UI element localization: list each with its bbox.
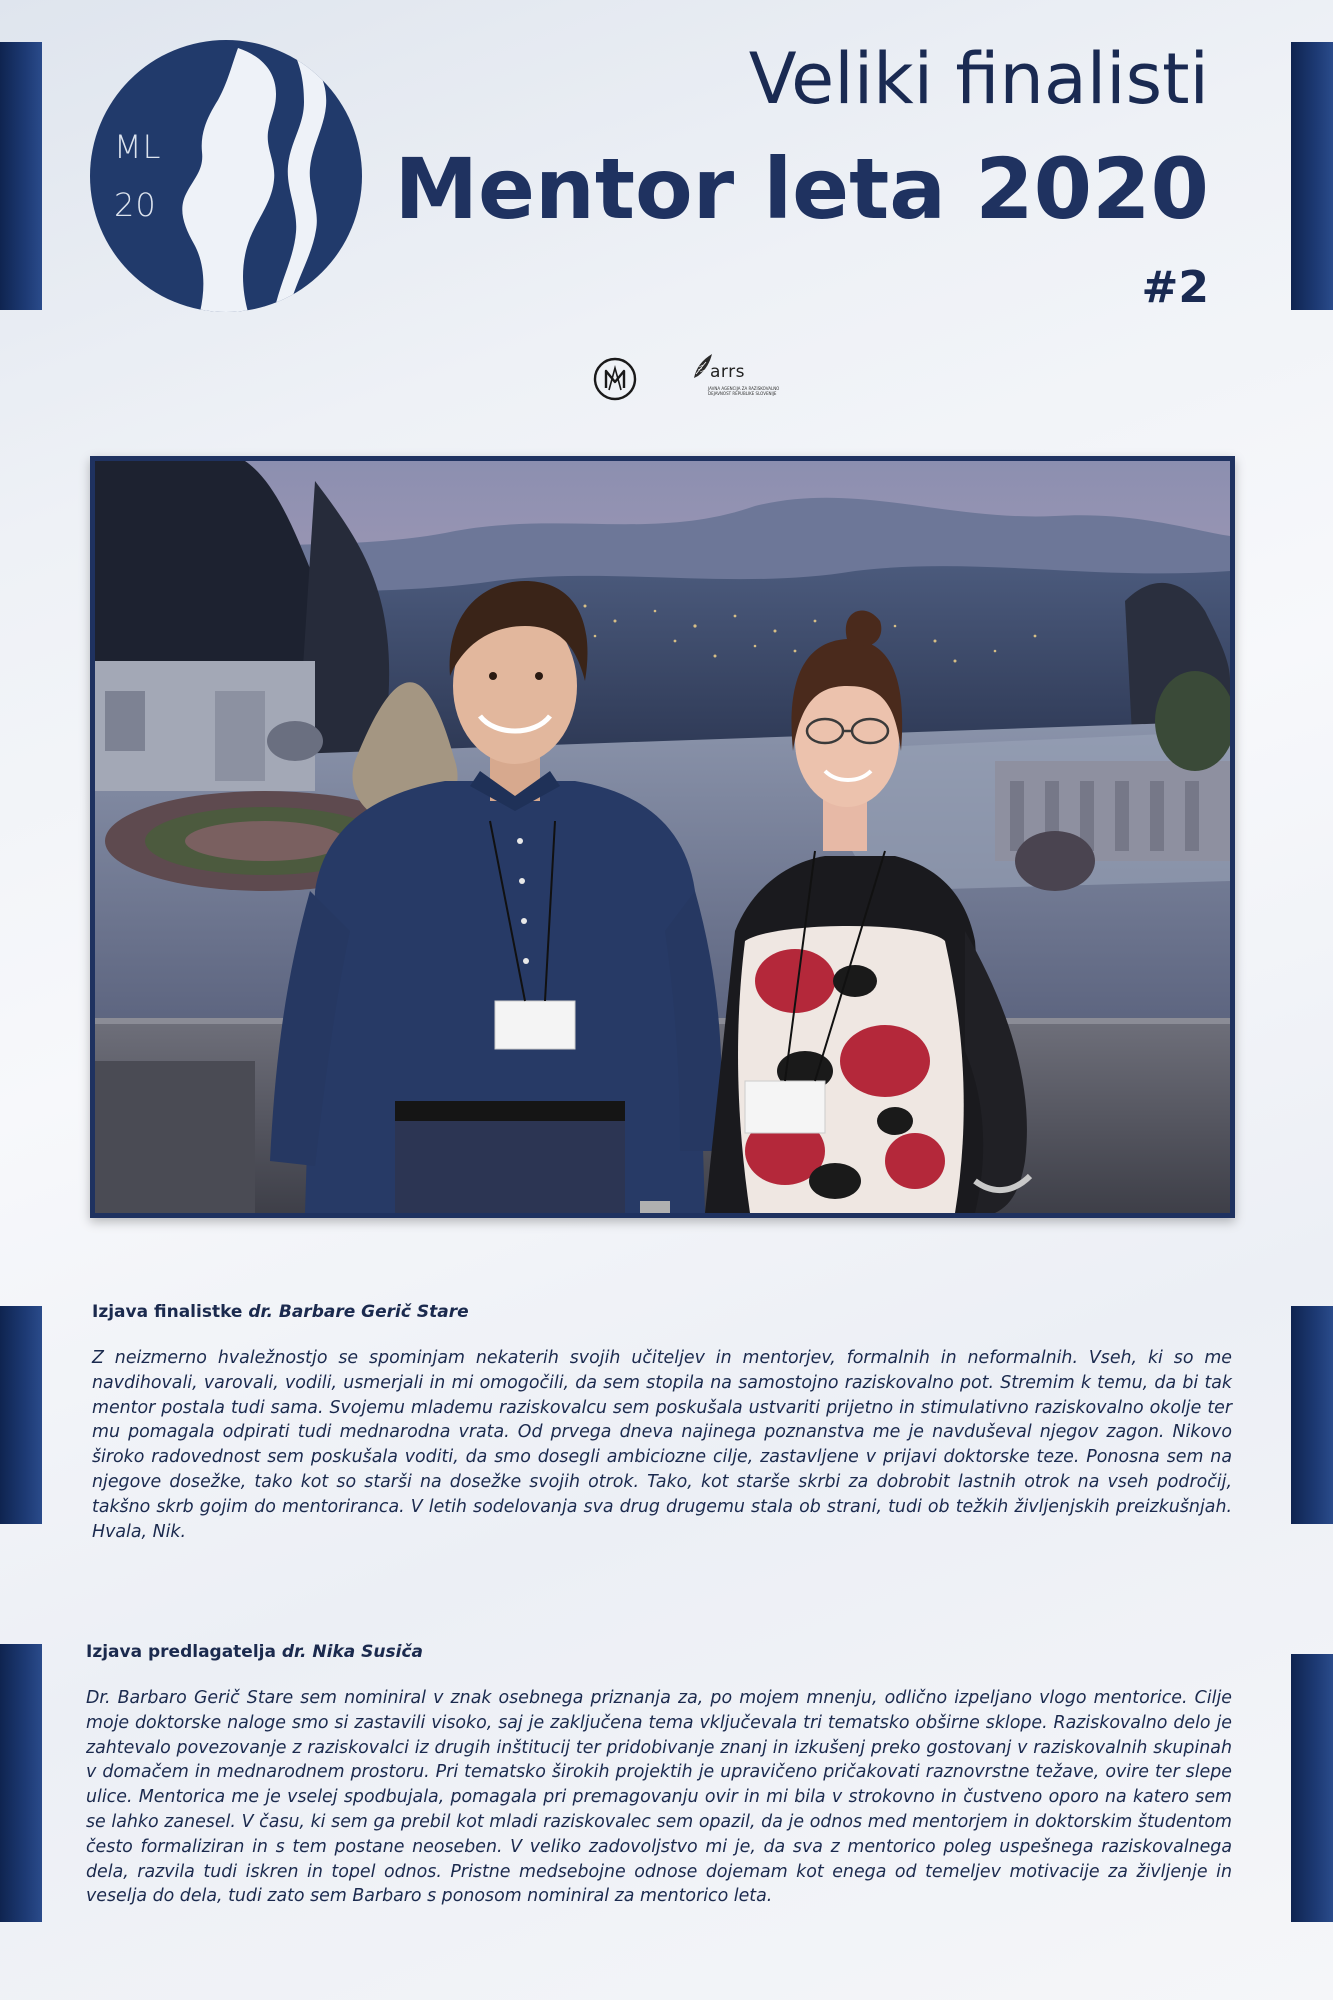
left-bar-middle	[0, 1306, 42, 1524]
proposer-heading-name: dr. Nika Susiča	[281, 1642, 423, 1662]
monogram-circle-icon	[592, 356, 638, 402]
right-bar-bottom	[1291, 1654, 1333, 1922]
finalist-heading-name: dr. Barbare Gerič Stare	[248, 1302, 469, 1322]
left-bar-bottom	[0, 1644, 42, 1922]
finalist-statement-body: Z neizmerno hvaležnostjo se spominjam nekaterih svojih učiteljev in mentorjev, formalnih in neformalnih. Vseh, ki so me navdihovali, varovali, vodili, usmerjali in mi omogočili, da sem stopila na samostojno raziskovalno pot. Stremim k temu, da bi tak mentor postala tudi sama. Svojemu mlademu raziskovalcu sem poskušala ustvariti prijetno in stimulativno raziskovalno okolje ter mu pomagala odpirati tudi mednarodna vrata. Od prvega dneva najinega poznanstva me je navduševal njegov zagon. Nikovo široko radovednost sem poskušala voditi, da smo dosegli ambiciozne cilje, zastavljene v prijavi doktorske teze. Ponosna sem na njegove dosežke, tako kot so starši na dosežke svojih otrok. Tako, kot starše skrbi za dobrobit lastnih otrok na vseh področij, takšno skrb gojim do mentoriranca. V letih sodelovanja sva drug drugemu stala ob strani, tudi ob težkih življenjskih preizkušnjah. Hvala, Nik.	[92, 1348, 1232, 1542]
sponsor-logo-arrs	[690, 352, 790, 406]
right-bar-middle	[1291, 1306, 1333, 1524]
finalists-photo	[90, 456, 1235, 1218]
mentor-leta-logo	[90, 40, 362, 312]
logo-text-year: 20	[114, 186, 157, 224]
sponsor-arrs-subtitle: JAVNA AGENCIJA ZA RAZISKOVALNO DEJAVNOST REPUBLIKE SLOVENIJE	[708, 386, 780, 396]
proposer-heading-prefix: Izjava predlagatelja	[86, 1642, 282, 1662]
finalists-photo-illustration	[95, 461, 1230, 1213]
sponsor-arrs-name: arrs	[710, 362, 745, 382]
page-title: Mentor leta 2020	[394, 140, 1209, 238]
finalist-statement-heading	[92, 1302, 469, 1322]
right-bar-top	[1291, 42, 1333, 310]
left-bar-top	[0, 42, 42, 310]
proposer-statement-body: Dr. Barbaro Gerič Stare sem nominiral v znak osebnega priznanja za, po mojem mnenju, odlično izpeljano vlogo mentorice. Cilje moje doktorske naloge smo si zastavili visoko, saj je zaključena tema vključevala tri tematsko obširne sklope. Raziskovalno delo je zahtevalo povezovanje z raziskovalci iz drugih inštitucij ter pridobivanje znanj in izkušenj preko gostovanj v raziskovalnih skupinah v domačem in mednarodnem prostoru. Pri tematsko širokih projektih je upravičeno pričakovati raznovrstne težave, ovire ter slepe ulice. Mentorica me je vselej spodbujala, pomagala pri premagovanju ovir in mi bila v strokovno in čustveno oporo na katero sem se lahko zanesel. V času, ki sem ga prebil kot mladi raziskovalec sem opazil, da je odnos med mentorjem in doktorskim študentom često formaliziran in s tem postane neoseben. V veliko zadovoljstvo mi je, da sva z mentorico poleg uspešnega raziskovalnega dela, razvila tudi iskren in topel odnos. Pristne medsebojne odnose dojemam kot enega od temeljev motivacije za življenje in veselja do dela, tudi zato sem Barbaro s ponosom nominiral za mentorico leta.	[86, 1688, 1232, 1907]
finalist-heading-prefix: Izjava finalistke	[92, 1302, 249, 1322]
finalist-number: #2	[1141, 262, 1209, 313]
page-subtitle: Veliki finalisti	[748, 38, 1209, 120]
proposer-statement-heading	[86, 1642, 423, 1662]
profile-silhouette-icon	[90, 40, 362, 312]
sponsor-logo-monogram	[592, 356, 638, 402]
logo-text-ml: ML	[114, 128, 162, 166]
